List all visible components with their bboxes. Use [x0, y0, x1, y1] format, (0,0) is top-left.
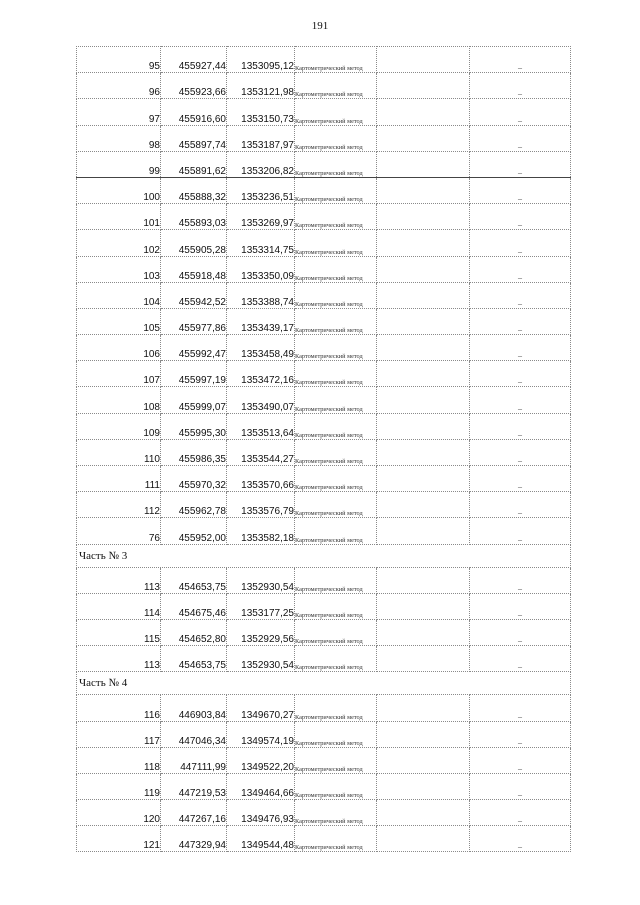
- point-number-cell: 104: [77, 282, 161, 308]
- method-cell: Картометрический метод: [295, 282, 377, 308]
- y-coordinate-cell: 1353576,79: [227, 492, 295, 518]
- y-coordinate-cell: 1353458,49: [227, 335, 295, 361]
- point-number-cell: 114: [77, 593, 161, 619]
- dash-cell: –: [470, 800, 571, 826]
- dash-cell: –: [470, 721, 571, 747]
- table-row: [77, 747, 571, 773]
- point-number-cell: 118: [77, 747, 161, 773]
- y-coordinate-cell: 1353150,73: [227, 99, 295, 125]
- empty-cell: [377, 773, 470, 799]
- point-number-cell: 117: [77, 721, 161, 747]
- table-row: [77, 773, 571, 799]
- page-number: 191: [311, 20, 329, 32]
- y-coordinate-cell: 1349544,48: [227, 826, 295, 852]
- y-coordinate-cell: 1353439,17: [227, 308, 295, 334]
- table-row: [77, 800, 571, 826]
- dash-cell: –: [470, 619, 571, 645]
- y-coordinate-cell: 1349476,93: [227, 800, 295, 826]
- method-cell: Картометрический метод: [295, 413, 377, 439]
- dash-cell: –: [470, 695, 571, 721]
- dash-cell: –: [470, 99, 571, 125]
- y-coordinate-cell: 1349522,20: [227, 747, 295, 773]
- method-cell: Картометрический метод: [295, 695, 377, 721]
- empty-cell: [377, 413, 470, 439]
- y-coordinate-cell: 1353490,07: [227, 387, 295, 413]
- table-row: [77, 256, 571, 282]
- point-number-cell: 112: [77, 492, 161, 518]
- table-row: [77, 125, 571, 151]
- x-coordinate-cell: 455962,78: [161, 492, 227, 518]
- y-coordinate-cell: 1349574,19: [227, 721, 295, 747]
- x-coordinate-cell: 455893,03: [161, 204, 227, 230]
- x-coordinate-cell: 455986,35: [161, 439, 227, 465]
- method-cell: Картометрический метод: [295, 151, 377, 177]
- point-number-cell: 102: [77, 230, 161, 256]
- x-coordinate-cell: 446903,84: [161, 695, 227, 721]
- dash-cell: –: [470, 151, 571, 177]
- dash-cell: –: [470, 361, 571, 387]
- table-row: [77, 466, 571, 492]
- empty-cell: [377, 567, 470, 593]
- x-coordinate-cell: 447219,53: [161, 773, 227, 799]
- empty-cell: [377, 695, 470, 721]
- empty-cell: [377, 230, 470, 256]
- empty-cell: [377, 308, 470, 334]
- x-coordinate-cell: 447046,34: [161, 721, 227, 747]
- dash-cell: –: [470, 492, 571, 518]
- empty-cell: [377, 282, 470, 308]
- section-header-row: [77, 672, 571, 695]
- y-coordinate-cell: 1352930,54: [227, 646, 295, 672]
- dash-cell: –: [470, 439, 571, 465]
- section-label: Часть № 4: [77, 672, 571, 695]
- method-cell: Картометрический метод: [295, 800, 377, 826]
- empty-cell: [377, 518, 470, 544]
- method-cell: Картометрический метод: [295, 387, 377, 413]
- point-number-cell: 116: [77, 695, 161, 721]
- x-coordinate-cell: 455888,32: [161, 177, 227, 203]
- point-number-cell: 110: [77, 439, 161, 465]
- table-row: [77, 335, 571, 361]
- point-number-cell: 121: [77, 826, 161, 852]
- point-number-cell: 115: [77, 619, 161, 645]
- empty-cell: [377, 466, 470, 492]
- dash-cell: –: [470, 413, 571, 439]
- x-coordinate-cell: 455927,44: [161, 47, 227, 73]
- y-coordinate-cell: 1353095,12: [227, 47, 295, 73]
- table-row: [77, 387, 571, 413]
- y-coordinate-cell: 1352930,54: [227, 567, 295, 593]
- table-row: [77, 204, 571, 230]
- table-row: [77, 413, 571, 439]
- dash-cell: –: [470, 646, 571, 672]
- empty-cell: [377, 492, 470, 518]
- x-coordinate-cell: 455905,28: [161, 230, 227, 256]
- dash-cell: –: [470, 826, 571, 852]
- method-cell: Картометрический метод: [295, 99, 377, 125]
- empty-cell: [377, 387, 470, 413]
- y-coordinate-cell: 1353236,51: [227, 177, 295, 203]
- table-row: [77, 361, 571, 387]
- empty-cell: [377, 151, 470, 177]
- point-number-cell: 99: [77, 151, 161, 177]
- x-coordinate-cell: 447329,94: [161, 826, 227, 852]
- method-cell: Картометрический метод: [295, 747, 377, 773]
- table-row: [77, 308, 571, 334]
- point-number-cell: 120: [77, 800, 161, 826]
- point-number-cell: 109: [77, 413, 161, 439]
- y-coordinate-cell: 1349670,27: [227, 695, 295, 721]
- method-cell: Картометрический метод: [295, 230, 377, 256]
- point-number-cell: 111: [77, 466, 161, 492]
- method-cell: Картометрический метод: [295, 177, 377, 203]
- empty-cell: [377, 826, 470, 852]
- table-row: [77, 646, 571, 672]
- point-number-cell: 76: [77, 518, 161, 544]
- table-row: [77, 177, 571, 203]
- y-coordinate-cell: 1353388,74: [227, 282, 295, 308]
- coordinates-table: [76, 46, 571, 852]
- point-number-cell: 101: [77, 204, 161, 230]
- table-row: [77, 695, 571, 721]
- method-cell: Картометрический метод: [295, 204, 377, 230]
- table-row: [77, 73, 571, 99]
- dash-cell: –: [470, 747, 571, 773]
- table-row: [77, 99, 571, 125]
- table-row: [77, 492, 571, 518]
- method-cell: Картометрический метод: [295, 721, 377, 747]
- dash-cell: –: [470, 567, 571, 593]
- empty-cell: [377, 361, 470, 387]
- table-row: [77, 826, 571, 852]
- method-cell: Картометрический метод: [295, 466, 377, 492]
- y-coordinate-cell: 1353582,18: [227, 518, 295, 544]
- empty-cell: [377, 646, 470, 672]
- table-row: [77, 567, 571, 593]
- x-coordinate-cell: 455977,86: [161, 308, 227, 334]
- empty-cell: [377, 47, 470, 73]
- x-coordinate-cell: 447111,99: [161, 747, 227, 773]
- x-coordinate-cell: 455992,47: [161, 335, 227, 361]
- x-coordinate-cell: 455997,19: [161, 361, 227, 387]
- dash-cell: –: [470, 177, 571, 203]
- y-coordinate-cell: 1353187,97: [227, 125, 295, 151]
- y-coordinate-cell: 1353544,27: [227, 439, 295, 465]
- dash-cell: –: [470, 282, 571, 308]
- table-row: [77, 151, 571, 177]
- dash-cell: –: [470, 387, 571, 413]
- method-cell: Картометрический метод: [295, 773, 377, 799]
- point-number-cell: 103: [77, 256, 161, 282]
- section-label: Часть № 3: [77, 544, 571, 567]
- x-coordinate-cell: 454675,46: [161, 593, 227, 619]
- x-coordinate-cell: 454652,80: [161, 619, 227, 645]
- method-cell: Картометрический метод: [295, 256, 377, 282]
- table-row: [77, 47, 571, 73]
- x-coordinate-cell: 454653,75: [161, 567, 227, 593]
- method-cell: Картометрический метод: [295, 492, 377, 518]
- y-coordinate-cell: 1353350,09: [227, 256, 295, 282]
- point-number-cell: 96: [77, 73, 161, 99]
- y-coordinate-cell: 1353570,66: [227, 466, 295, 492]
- method-cell: Картометрический метод: [295, 73, 377, 99]
- x-coordinate-cell: 455970,32: [161, 466, 227, 492]
- empty-cell: [377, 619, 470, 645]
- point-number-cell: 113: [77, 567, 161, 593]
- method-cell: Картометрический метод: [295, 308, 377, 334]
- point-number-cell: 95: [77, 47, 161, 73]
- table-row: [77, 230, 571, 256]
- y-coordinate-cell: 1353177,25: [227, 593, 295, 619]
- y-coordinate-cell: 1353472,16: [227, 361, 295, 387]
- point-number-cell: 106: [77, 335, 161, 361]
- point-number-cell: 98: [77, 125, 161, 151]
- method-cell: Картометрический метод: [295, 125, 377, 151]
- y-coordinate-cell: 1353314,75: [227, 230, 295, 256]
- table-row: [77, 593, 571, 619]
- dash-cell: –: [470, 308, 571, 334]
- x-coordinate-cell: 447267,16: [161, 800, 227, 826]
- x-coordinate-cell: 455918,48: [161, 256, 227, 282]
- method-cell: Картометрический метод: [295, 361, 377, 387]
- empty-cell: [377, 204, 470, 230]
- x-coordinate-cell: 455916,60: [161, 99, 227, 125]
- method-cell: Картометрический метод: [295, 567, 377, 593]
- x-coordinate-cell: 455942,52: [161, 282, 227, 308]
- x-coordinate-cell: 455891,62: [161, 151, 227, 177]
- x-coordinate-cell: 454653,75: [161, 646, 227, 672]
- method-cell: Картометрический метод: [295, 335, 377, 361]
- x-coordinate-cell: 455995,30: [161, 413, 227, 439]
- dash-cell: –: [470, 335, 571, 361]
- point-number-cell: 113: [77, 646, 161, 672]
- point-number-cell: 100: [77, 177, 161, 203]
- table-row: [77, 619, 571, 645]
- point-number-cell: 119: [77, 773, 161, 799]
- dash-cell: –: [470, 230, 571, 256]
- y-coordinate-cell: 1353513,64: [227, 413, 295, 439]
- method-cell: Картометрический метод: [295, 646, 377, 672]
- method-cell: Картометрический метод: [295, 619, 377, 645]
- table-row: [77, 518, 571, 544]
- method-cell: Картометрический метод: [295, 47, 377, 73]
- empty-cell: [377, 256, 470, 282]
- dash-cell: –: [470, 204, 571, 230]
- y-coordinate-cell: 1352929,56: [227, 619, 295, 645]
- empty-cell: [377, 99, 470, 125]
- dash-cell: –: [470, 125, 571, 151]
- y-coordinate-cell: 1353206,82: [227, 151, 295, 177]
- table-row: [77, 439, 571, 465]
- y-coordinate-cell: 1353121,98: [227, 73, 295, 99]
- x-coordinate-cell: 455952,00: [161, 518, 227, 544]
- dash-cell: –: [470, 518, 571, 544]
- x-coordinate-cell: 455923,66: [161, 73, 227, 99]
- dash-cell: –: [470, 773, 571, 799]
- empty-cell: [377, 125, 470, 151]
- method-cell: Картометрический метод: [295, 826, 377, 852]
- method-cell: Картометрический метод: [295, 593, 377, 619]
- point-number-cell: 105: [77, 308, 161, 334]
- method-cell: Картометрический метод: [295, 518, 377, 544]
- empty-cell: [377, 439, 470, 465]
- dash-cell: –: [470, 256, 571, 282]
- table-row: [77, 282, 571, 308]
- empty-cell: [377, 73, 470, 99]
- empty-cell: [377, 800, 470, 826]
- point-number-cell: 107: [77, 361, 161, 387]
- coordinates-table-body: [77, 47, 571, 852]
- y-coordinate-cell: 1353269,97: [227, 204, 295, 230]
- empty-cell: [377, 335, 470, 361]
- x-coordinate-cell: 455897,74: [161, 125, 227, 151]
- point-number-cell: 97: [77, 99, 161, 125]
- y-coordinate-cell: 1349464,66: [227, 773, 295, 799]
- dash-cell: –: [470, 73, 571, 99]
- section-header-row: [77, 544, 571, 567]
- empty-cell: [377, 747, 470, 773]
- method-cell: Картометрический метод: [295, 439, 377, 465]
- empty-cell: [377, 721, 470, 747]
- dash-cell: –: [470, 47, 571, 73]
- x-coordinate-cell: 455999,07: [161, 387, 227, 413]
- dash-cell: –: [470, 466, 571, 492]
- point-number-cell: 108: [77, 387, 161, 413]
- empty-cell: [377, 177, 470, 203]
- dash-cell: –: [470, 593, 571, 619]
- table-row: [77, 721, 571, 747]
- empty-cell: [377, 593, 470, 619]
